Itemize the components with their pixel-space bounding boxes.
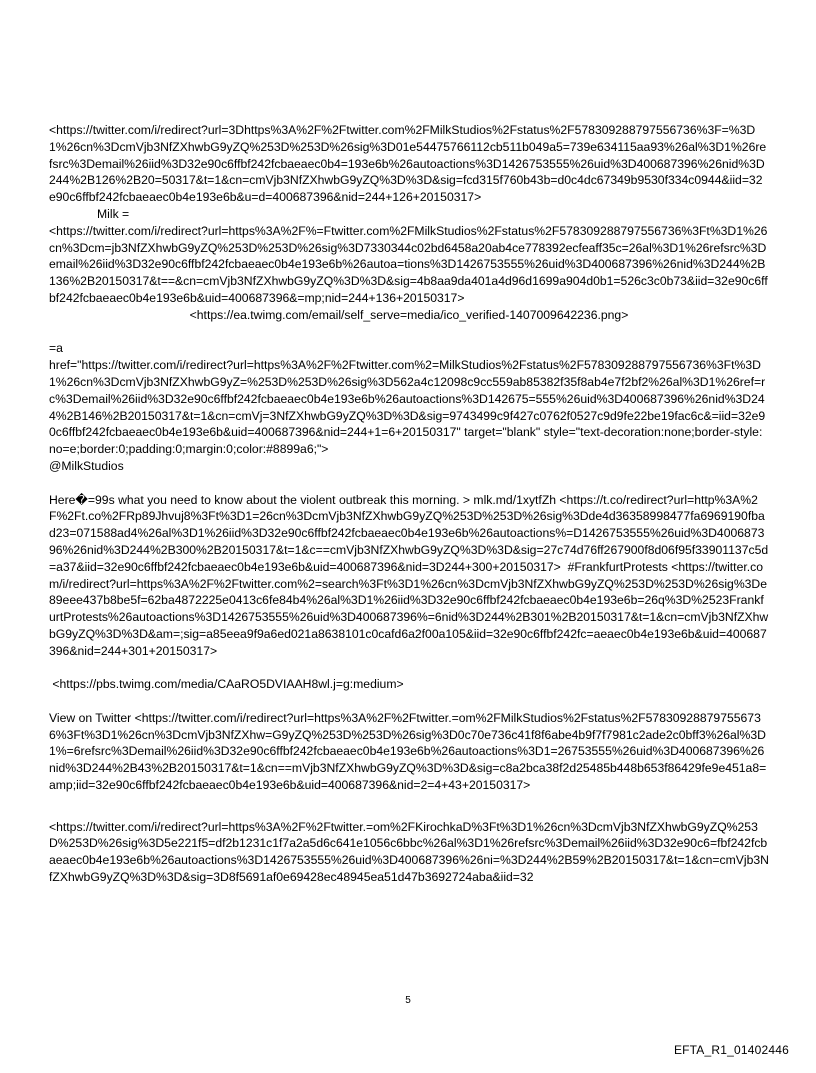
redirect-link-paragraph[interactable]: <https://twitter.com/i/redirect?url=3Dhttps%3A%2F%2Ftwitter.com%2FMilkStudios%2Fstatus%2F578309288797556736%3F=%3D1%26cn%3DcmVjb3NfZXhwbG9yZQ%253D%253D%26sig%3D01e54475766112cb511b049a5=739e634115aa93%26al%3D1%26refsrc%3Demail%26iid%3D32e90c6ffbf242fcbaeaec0b4=193e6b%26autoactions%3D1426753555%26uid%3D400687396%26nid%3D244%2B126%2B20=50317&t=1&cn=cmVjb3NfZXhwbG9yZQ%3D%3D&sig=fcd315f760b43b=d0c4dc67349b9530f334c0944&iid=32e90c6ffbf242fcbaeaec0b4e193e6b&u=d=400687396&nid=244+126+20150317> [49, 123, 767, 205]
verified-icon-link[interactable]: <https://ea.twimg.com/email/self_serve=media/ico_verified-1407009642236.png> [189, 307, 629, 322]
redirect-link-paragraph[interactable]: <https://twitter.com/i/redirect?url=https%3A%2F%=Ftwitter.com%2FMilkStudios%2Fstatus%2F578309288797556736%3Ft%3D1%26cn%3Dcm=jb3NfZXhwbG9yZQ%253D%253D%26sig%3D7330344c02bd6458a20ab4ce778392ecfeaff35c=26al%3D1%26refsrc%3Demail%26iid%3D32e90c6ffbf242fcbaeaec0b4e193e6b%26autoa=tions%3D1426753555%26uid%3D400687396%26nid%3D244%2B136%2B20150317&t==&cn=cmVjb3NfZXhwbG9yZQ%3D%3D&sig=4b8aa9da401a4d96d1699a904d0b1=526c3c0b73&iid=32e90c6ffbf242fcbaeaec0b4e193e6b&uid=400687396&=mp;nid=244+136+20150317> [49, 223, 768, 305]
milk-label: Milk = [97, 206, 130, 221]
anchor-fragment: =a [49, 341, 63, 356]
spacer [49, 475, 769, 492]
anchor-href-paragraph[interactable]: href="https://twitter.com/i/redirect?url=https%3A%2F%2Ftwitter.com%2=MilkStudios%2Fstatus%2F578309288797556736%3Ft%3D1%26cn%3DcmVjb3NfZXhwbG9yZ=%253D%253D%26sig%3D562a4c12098c9cc559ab85382f35f8ab4e7f2bf2%26al%3D1%26ref=rc%3Demail%26iid%3D32e90c6ffbf242fcbaeaec0b4e193e6b%26autoactions%3D142675=555%26uid%3D400687396%26nid%3D244%2B146%2B20150317&t=1&cn=cmVj=3NfZXhwbG9yZQ%3D%3D&sig=9743499c9f427c0762f0527c9d9fe22be19fac6c&=iid=32e90c6ffbf242fcbaeaec0b4e193e6b&uid=400687396&nid=244+1=6+20150317" target="blank" style="text-decoration:none;border-style:no=e;border:0;padding:0;margin:0;color:#8899a6;"> [49, 358, 766, 457]
spacer [49, 324, 769, 341]
spacer [49, 811, 769, 819]
media-link[interactable]: <https://pbs.twimg.com/media/CAaRO5DVIAAH8wl.j=g:medium> [49, 677, 404, 692]
spacer [49, 660, 769, 677]
page-number: 5 [405, 995, 411, 1006]
view-on-twitter-paragraph[interactable]: View on Twitter <https://twitter.com/i/redirect?url=https%3A%2F%2Ftwitter.=om%2FMilkStudios%2Fstatus%2F578309288797556736%3Ft%3D1%26cn%3DcmVjb3NfZXhw=G9yZQ%253D%253D%26sig%3D0c70e736c41f8f6abe4b9f7f7981c2ade2c0bff3%26al%3D1%=6refsrc%3Demail%26iid%3D32e90c6ffbf242fcbaeaec0b4e193e6b%26autoactions%3D1=26753555%26uid%3D400687396%26nid%3D244%2B43%2B20150317&t=1&cn==mVjb3NfZXhwbG9yZQ%3D%3D&sig=c8a2bca38f2d25485b448b653f86429fe9e451a8=amp;iid=32e90c6ffbf242fcbaeaec0b4e193e6b&uid=400687396&nid=2=4+43+20150317> [49, 710, 767, 793]
handle-text: @MilkStudios [49, 458, 124, 473]
redirect-link-paragraph[interactable]: <https://twitter.com/i/redirect?url=https%3A%2F%2Ftwitter.=om%2FKirochkaD%3Ft%3D1%26cn%3DcmVjb3NfZXhwbG9yZQ%253D%253D%26sig%3D5e221f5=df2b1231c1f7a2a5d6c641e1056c6bbc%26al%3D1%26refsrc%3Demail%26iid%3D32e90c6=fbf242fcbaeaec0b4e193e6b%26autoactions%3D1426753555%26uid%3D400687396%26ni=%3D244%2B59%2B20150317&t=1&cn=cmVjb3NfZXhwbG9yZQ%3D%3D&sig=3D8f5691af0e69428ec48945ea51d47b3692724aba&iid=32 [49, 819, 769, 885]
document-body [49, 122, 769, 886]
spacer [49, 794, 769, 811]
spacer [49, 693, 769, 710]
document-id-footer: EFTA_R1_01402446 [673, 1043, 789, 1057]
tweet-body-paragraph[interactable]: Here�=99s what you need to know about the violent outbreak this morning. > mlk.md/1xytfZh <https://t.co/redirect?url=http%3A%2F%2Ft.co%2FRp89Jhvuj8%3Ft%3D1=26cn%3DcmVjb3NfZXhwbG9yZQ%253D%253D%26sig%3Dde4d36358998477fa6969190fbad23=071588ad4%26al%3D1%26iid%3D32e90c6ffbf242fcbaeaec0b4e193e6b%26autoactions%=D1426753555%26uid%3D400687396%26nid%3D244%2B300%2B20150317&t=1&c==cmVjb3NfZXhwbG9yZQ%3D%3D&sig=27c74d76ff267900f8d06f95f33901137c5d=a37&iid=32e90c6ffbf242fcbaeaec0b4e193e6b&uid=400687396&nid=3D244+300+20150317> #FrankfurtProtests <https://twitter.com/i/redirect?url=https%3A%2F%2Ftwitter.com%2=search%3Ft%3D1%26cn%3DcmVjb3NfZXhwbG9yZQ%253D%253D%26sig%3De89eee437b8be5f=62ba4872225e0413c6fe84b4%26al%3D1%26iid%3D32e90c6ffbf242fcbaeaec0b4e193e6b=26q%3D%2523FrankfurtProtests%26autoactions%3D1426753555%26uid%3D400687396%=6nid%3D244%2B301%2B20150317&t=1&cn=cmVjb3NfZXhwbG9yZQ%3D%3D&am=;sig=a85eea9f9a6ed021a8638101c0cafd6a2f00a105&iid=32e90c6ffbf242fc=aeaec0b4e193e6b&uid=400687396&nid=244+301+20150317> [49, 492, 769, 658]
